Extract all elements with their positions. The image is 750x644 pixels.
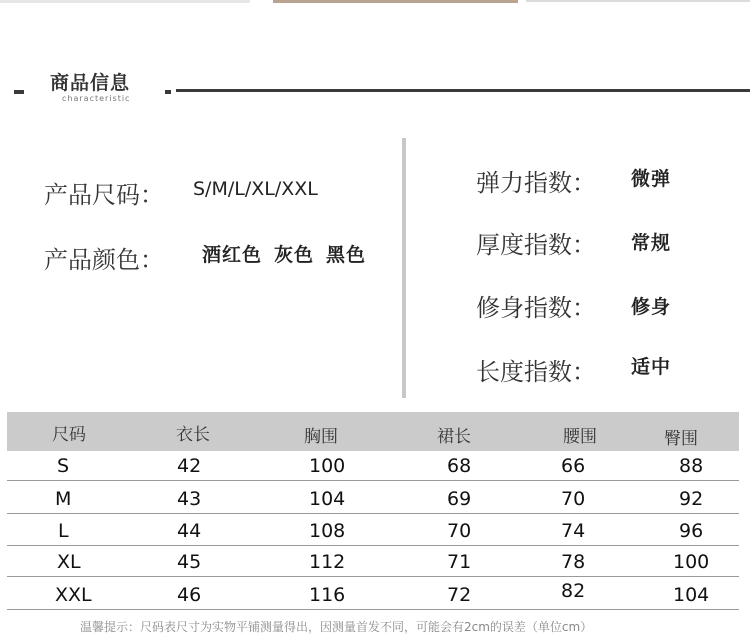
table-cell: 66: [561, 455, 586, 477]
elasticity-value: 微弹: [631, 168, 672, 190]
table-cell: 82: [561, 580, 586, 602]
size-table-header: [7, 412, 739, 451]
row-divider: [7, 513, 739, 514]
table-cell: L: [58, 520, 69, 542]
table-cell: XXL: [55, 584, 92, 606]
top-image-fragment-left: [0, 0, 250, 3]
row-divider: [7, 480, 739, 481]
table-cell: 45: [177, 551, 202, 573]
size-value: S/M/L/XL/XXL: [193, 178, 318, 200]
table-cell: 46: [177, 584, 202, 606]
table-cell: 108: [309, 520, 346, 542]
table-cell: 92: [679, 488, 704, 510]
table-cell: 71: [447, 551, 472, 573]
elasticity-label: 弹力指数：: [476, 169, 596, 197]
table-cell: 88: [679, 455, 704, 477]
table-cell: 70: [561, 488, 586, 510]
fit-value: 修身: [631, 296, 672, 318]
table-cell: 100: [309, 455, 346, 477]
section-title: 商品信息: [50, 72, 131, 94]
length-label: 长度指数：: [476, 358, 596, 386]
column-header-waist: 腰围: [563, 427, 597, 447]
size-footnote: 温馨提示：尺码表尺寸为实物平铺测量得出，因测量首发不同，可能会有2cm的误差（单位cm）: [80, 620, 593, 634]
color-label: 产品颜色：: [44, 246, 164, 274]
column-header-bust: 胸围: [304, 427, 338, 447]
table-cell: 74: [561, 520, 586, 542]
table-cell: 43: [177, 488, 202, 510]
table-cell: 68: [447, 455, 472, 477]
table-cell: XL: [57, 551, 81, 573]
thickness-value: 常规: [631, 232, 672, 254]
color-option: 灰色: [274, 244, 315, 266]
table-cell: 116: [309, 584, 346, 606]
table-cell: M: [55, 488, 72, 510]
column-header-length: 衣长: [176, 425, 210, 445]
table-cell: 78: [561, 551, 586, 573]
top-image-fragment-right: [526, 0, 750, 2]
table-cell: 104: [673, 584, 710, 606]
header-rule: [176, 89, 750, 92]
color-option: 黑色: [326, 244, 367, 266]
top-image-fragment-center: [273, 0, 518, 3]
color-values: [202, 240, 378, 267]
table-cell: 69: [447, 488, 472, 510]
header-dash-dot: [165, 90, 171, 94]
row-divider: [7, 576, 739, 577]
table-cell: 70: [447, 520, 472, 542]
table-cell: 44: [177, 520, 202, 542]
thickness-label: 厚度指数：: [476, 231, 596, 259]
table-cell: 42: [177, 455, 202, 477]
column-header-size: 尺码: [52, 425, 86, 445]
table-cell: 112: [309, 551, 346, 573]
column-header-hip: 臀围: [664, 429, 698, 449]
fit-label: 修身指数：: [476, 294, 596, 322]
table-cell: 96: [679, 520, 704, 542]
table-cell: S: [57, 455, 70, 477]
table-cell: 72: [447, 584, 472, 606]
size-label: 产品尺码：: [44, 181, 164, 209]
table-cell: 104: [309, 488, 346, 510]
section-subtitle: characteristic: [62, 94, 131, 103]
header-dash-left: [14, 90, 24, 94]
vertical-divider: [402, 138, 406, 398]
row-divider: [7, 545, 739, 546]
color-option: 酒红色: [202, 244, 263, 266]
length-value: 适中: [631, 356, 672, 378]
table-cell: 100: [673, 551, 710, 573]
row-divider: [7, 609, 739, 610]
column-header-skirt-length: 裙长: [437, 427, 471, 447]
